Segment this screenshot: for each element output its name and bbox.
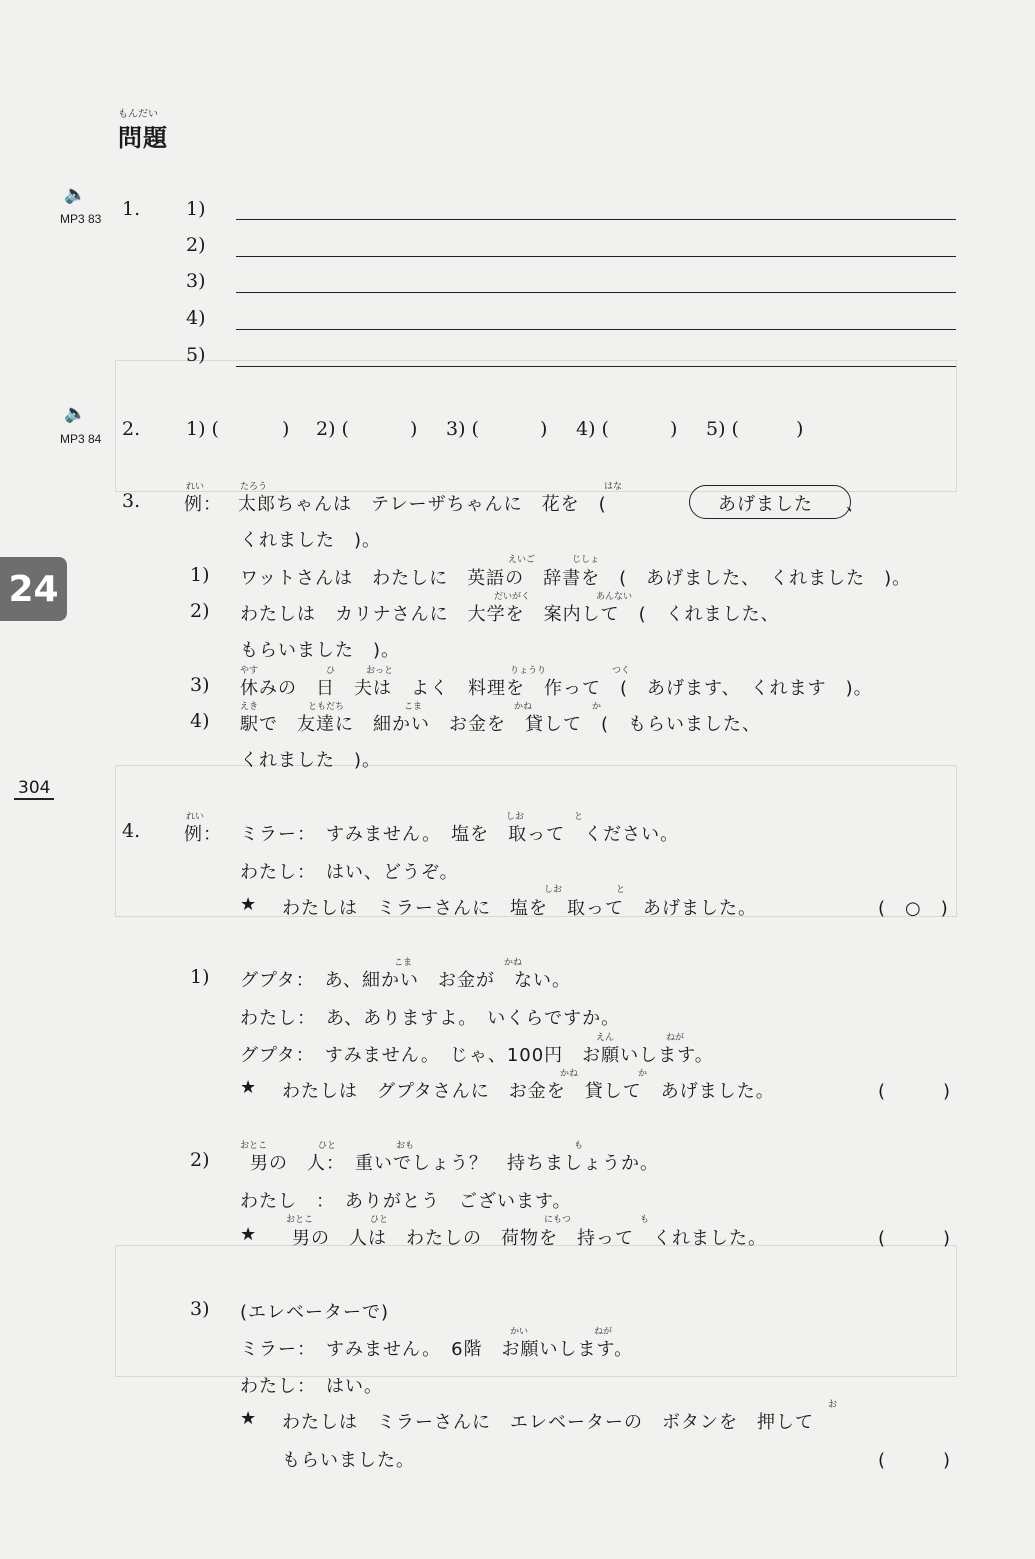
question-number: 2. [122,418,141,440]
ruby: はな [604,482,623,492]
ruby: にもつ [544,1215,572,1225]
comma: 、 [846,494,865,515]
item-number: 2) [190,600,210,622]
ruby: おっと [366,666,394,676]
circled-answer: あげました [718,494,813,515]
ruby: たろう [240,482,268,492]
ruby: えん [596,1033,615,1043]
statement: もらいました。 [282,1450,415,1471]
dialogue-line: グプタ： あ、細かい お金が ない。 [240,970,572,991]
ruby: だいがく [494,592,531,602]
answer-line[interactable] [236,292,956,293]
choice-open: 4) ( [576,418,609,440]
answer-line[interactable] [236,329,956,330]
chapter-tab: 24 [0,557,67,621]
dialogue-line: ミラー： すみません。 6階 お願いします。 [240,1339,634,1360]
ruby: こま [404,702,423,712]
title-ruby: もんだい [118,109,158,120]
ruby: ねが [666,1033,685,1043]
example-sentence: くれました )。 [240,530,382,551]
question-number: 3. [122,490,141,512]
dialogue-line: わたし： はい、どうぞ。 [240,862,459,883]
sentence: わたしは カリナさんに 大学を 案内して ( くれました、 [240,604,780,625]
ruby: かね [560,1069,579,1079]
item-number: 3) [190,674,210,696]
ruby: やす [240,666,259,676]
question-number: 4. [122,820,141,842]
answer-line[interactable] [236,366,956,367]
ruby: か [592,702,602,712]
ruby: かね [514,702,533,712]
ruby: りょうり [510,666,547,676]
ruby: と [574,812,584,822]
dialogue-line: わたし： はい。 [240,1376,383,1397]
choice-close: ) [796,418,804,440]
ruby: しお [506,812,525,822]
star-icon: ★ [240,1408,258,1429]
ruby: ひと [370,1215,389,1225]
choice-open: 5) ( [706,418,739,440]
choice-close: ) [410,418,418,440]
answer-box[interactable]: ( ) [878,1450,952,1471]
question-number: 1. [122,198,141,220]
item-number: 1) [186,198,206,220]
example-label: 例： [184,494,222,515]
star-icon: ★ [240,1224,258,1245]
dialogue-line: わたし： あ、ありますよ。 いくらですか。 [240,1008,621,1029]
ruby: か [638,1069,648,1079]
ruby: ねが [594,1327,613,1337]
ruby: ともだち [308,702,345,712]
ruby: ひと [318,1141,337,1151]
speaker-icon[interactable]: 🔈 [64,403,87,424]
answer-box[interactable]: ( ) [878,1228,952,1249]
sentence: 駅で 友達に 細かい お金を 貸して ( もらいました、 [240,714,762,735]
ruby: お [828,1400,838,1410]
ruby: と [616,885,626,895]
dialogue-line: グプタ： すみません。 じゃ、100円 お願いします。 [240,1045,714,1066]
statement: 男の 人は わたしの 荷物を 持って くれました。 [292,1228,767,1249]
ruby: おも [396,1141,415,1151]
item-number: 4) [190,710,210,732]
dialogue-line: わたし ： ありがとう ございます。 [240,1191,572,1212]
show-through-panel [115,360,957,492]
dialogue-line: 男の 人： 重いでしょう？ 持ちましょうか。 [250,1153,659,1174]
choice-close: ) [670,418,678,440]
dialogue-line: (エレベーターで) [240,1302,390,1323]
ruby: あんない [596,592,633,602]
choice-close: ) [540,418,548,440]
audio-track-label: MP3 84 [60,432,102,446]
ruby: も [640,1215,650,1225]
star-icon: ★ [240,894,258,915]
ruby: しお [544,885,563,895]
item-number: 4) [186,307,206,329]
speaker-icon[interactable]: 🔈 [64,184,87,205]
ruby: つく [612,666,631,676]
answer-line[interactable] [236,256,956,257]
ruby: れい [186,812,205,822]
example-sentence: 太郎ちゃんは テレーザちゃんに 花を ( [238,494,607,515]
ruby: えいご [508,555,536,565]
item-number: 5) [186,344,206,366]
item-number: 1) [190,564,210,586]
statement: わたしは ミラーさんに エレベーターの ボタンを 押して [282,1412,814,1433]
answer-line[interactable] [236,219,956,220]
ruby: も [574,1141,584,1151]
ruby: こま [394,958,413,968]
audio-track-label: MP3 83 [60,212,102,226]
sentence: もらいました )。 [240,640,401,661]
ruby: じしょ [572,555,600,565]
ruby: れい [186,482,205,492]
star-icon: ★ [240,1077,258,1098]
page-number: 304 [14,778,54,800]
choice-open: 3) ( [446,418,479,440]
sentence: くれました )。 [240,750,382,771]
ruby: かね [504,958,523,968]
ruby: えき [240,702,259,712]
item-number: 1) [190,966,210,988]
dialogue-line: ミラー： すみません。 塩を 取って ください。 [240,824,680,845]
example-label: 例： [184,824,222,845]
ruby: ひ [326,666,336,676]
answer-box[interactable]: ( ) [878,1081,952,1102]
ruby: かい [510,1327,529,1337]
sentence: 休みの 日 夫は よく 料理を 作って ( あげます、 くれます )。 [240,678,873,699]
choice-open: 1) ( [186,418,219,440]
ruby: おとこ [286,1215,314,1225]
page-title: 問題 [118,124,168,152]
item-number: 3) [190,1298,210,1320]
sentence: ワットさんは わたしに 英語の 辞書を ( あげました、 くれました )。 [240,568,912,589]
item-number: 3) [186,270,206,292]
ruby: おとこ [240,1141,268,1151]
choice-close: ) [282,418,290,440]
item-number: 2) [186,234,206,256]
answer-box: ( ○ ) [878,898,949,919]
statement: わたしは グプタさんに お金を 貸して あげました。 [282,1081,775,1102]
statement: わたしは ミラーさんに 塩を 取って あげました。 [282,898,757,919]
item-number: 2) [190,1149,210,1171]
choice-open: 2) ( [316,418,349,440]
